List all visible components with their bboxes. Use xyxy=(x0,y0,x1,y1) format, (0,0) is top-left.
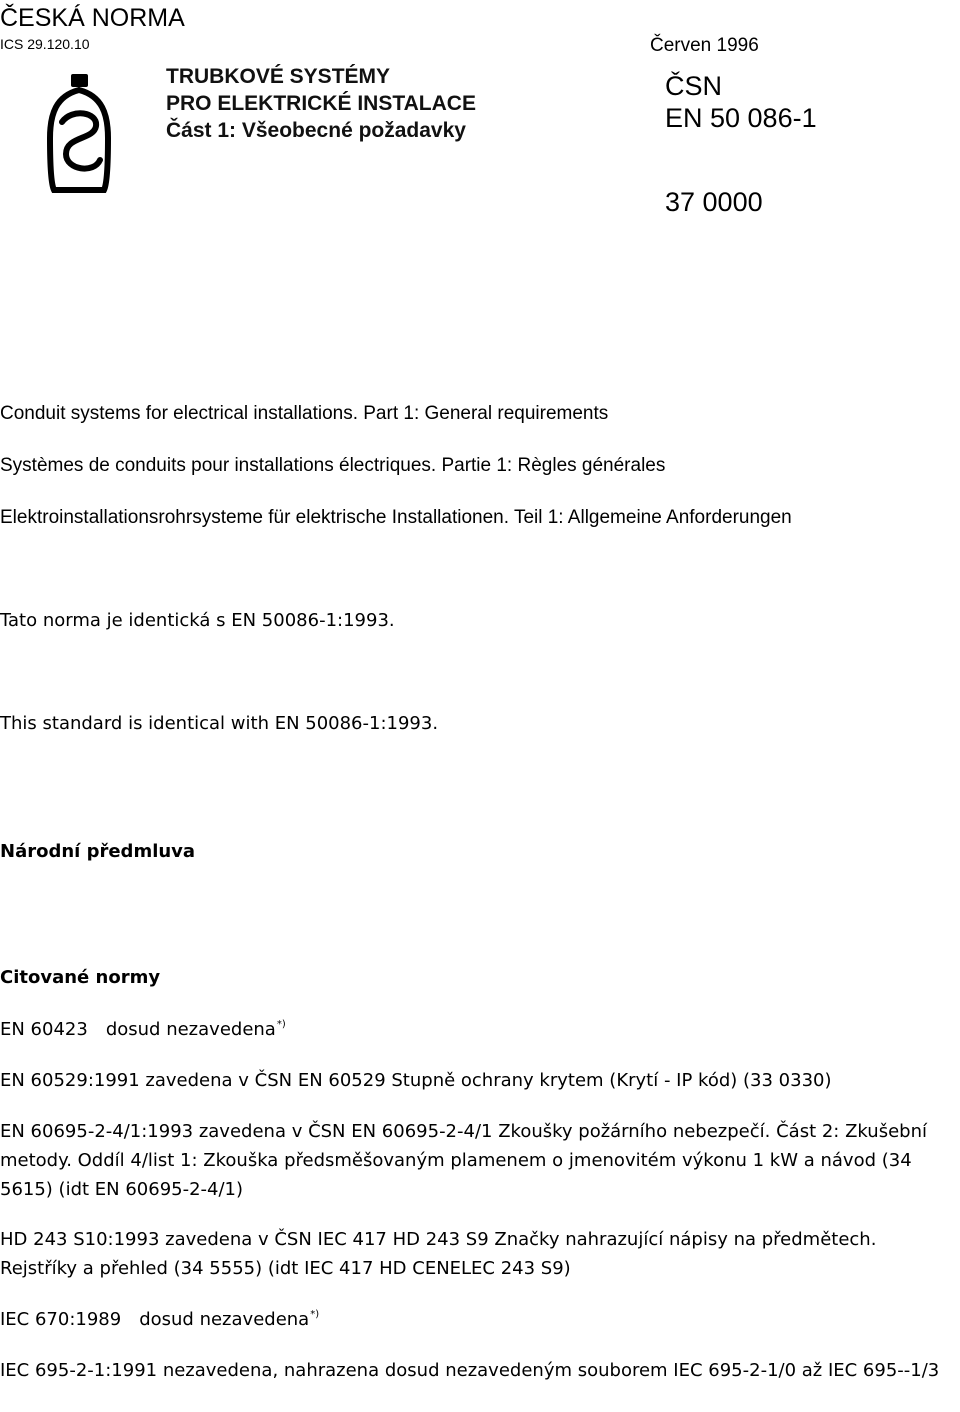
identity-statement-cs: Tato norma je identická s EN 50086-1:1993. xyxy=(0,610,395,631)
cited-item-5-code: IEC 670:1989 xyxy=(0,1309,122,1330)
cited-item-6: IEC 695-2-1:1991 nezavedena, nahrazena dosud nezavedeným souborem IEC 695-2-1/0 až IEC 695--1/3 xyxy=(0,1360,940,1381)
footnote-mark: *) xyxy=(276,1019,286,1030)
title-line-3: Část 1: Všeobecné požadavky xyxy=(166,119,466,142)
foreword-heading: Národní předmluva xyxy=(0,841,196,862)
cited-item-1-code: EN 60423 xyxy=(0,1019,88,1040)
classification-number: 37 0000 xyxy=(665,187,763,217)
title-german: Elektroinstallationsrohrsysteme für elektrische Installationen. Teil 1: Allgemeine Anforderungen xyxy=(0,507,792,528)
cited-item-5-status: dosud nezavedena xyxy=(139,1309,310,1330)
cited-item-4: HD 243 S10:1993 zavedena v ČSN IEC 417 HD 243 S9 Značky nahrazující nápisy na předmětech. Rejstříky a přehled (34 5555) (idt IEC 417 HD CENELEC 243 S9) xyxy=(0,1229,877,1279)
csn-label: ČSN xyxy=(665,71,723,101)
identity-statement-en: This standard is identical with EN 50086-1:1993. xyxy=(0,713,439,734)
cited-item-1-status: dosud nezavedena xyxy=(105,1019,276,1040)
title-line-2: PRO ELEKTRICKÉ INSTALACE xyxy=(166,92,476,115)
document-title xyxy=(166,63,476,144)
cited-item-1 xyxy=(0,1019,286,1040)
cited-item-3: EN 60695-2-4/1:1993 zavedena v ČSN EN 60695-2-4/1 Zkoušky požárního nebezpečí. Část 2: Zkušební metody. Oddíl 4/list 1: Zkouška předsměšovaným plamenem o jmenovitém výkonu 1 kW a návod (34 5615) (idt EN 60695-2-4/1) xyxy=(0,1121,927,1200)
csn-logo-icon xyxy=(44,70,114,200)
title-line-1: TRUBKOVÉ SYSTÉMY xyxy=(166,65,391,88)
title-english: Conduit systems for electrical installations. Part 1: General requirements xyxy=(0,403,609,424)
standard-code: EN 50 086-1 xyxy=(665,103,817,133)
footnote-mark: *) xyxy=(310,1309,320,1320)
ics-code: ICS 29.120.10 xyxy=(0,36,90,52)
issue-date: Červen 1996 xyxy=(650,35,759,56)
title-french: Systèmes de conduits pour installations électriques. Partie 1: Règles générales xyxy=(0,455,666,476)
cited-standards-heading: Citované normy xyxy=(0,967,161,988)
norm-label: ČESKÁ NORMA xyxy=(0,4,185,32)
cited-item-2: EN 60529:1991 zavedena v ČSN EN 60529 Stupně ochrany krytem (Krytí - IP kód) (33 0330) xyxy=(0,1070,832,1091)
cited-item-5 xyxy=(0,1309,319,1330)
